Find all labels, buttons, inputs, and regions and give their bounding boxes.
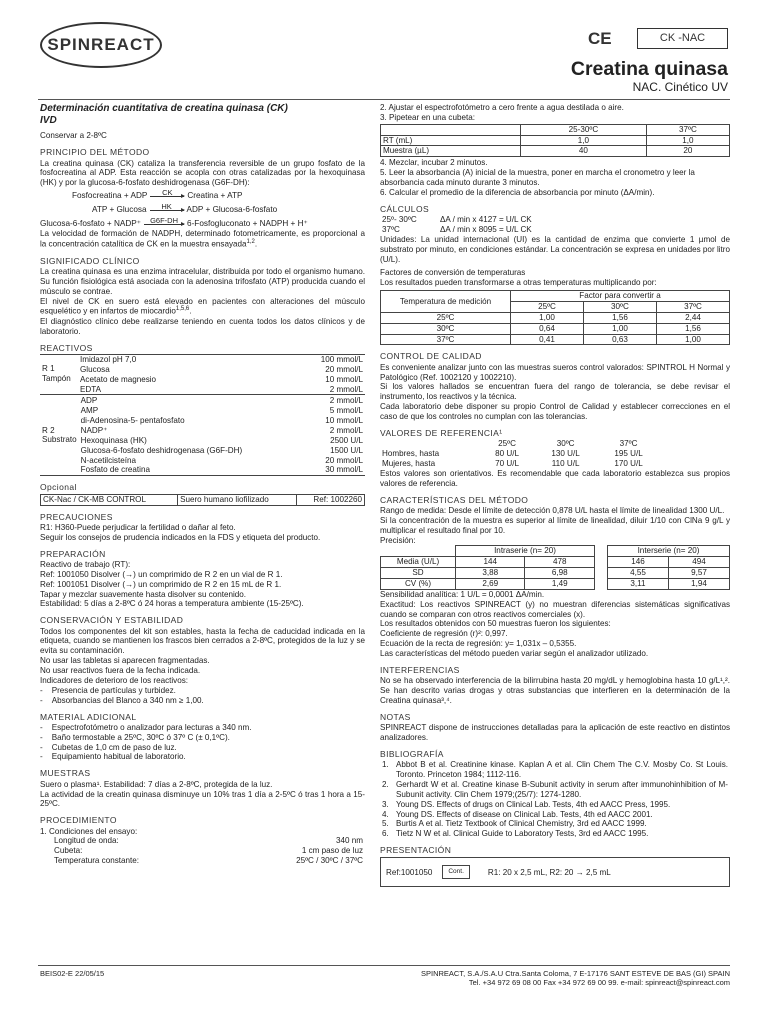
paragraph: Sensibilidad analítica: 1 U/L = 0,0001 ΔA/min. — [380, 589, 545, 599]
paragraph: 4. Mezclar, incubar 2 minutos. — [380, 158, 488, 168]
page-title: Creatina quinasa — [570, 58, 728, 80]
paragraph: No se ha observado interferencia de la bilirrubina hasta 20 mg/dL y hemoglobina hasta 10 g/L¹,². Se han descrito varias drogas y otras substancias que interfieren en la determinación de la Creatina quinasa³,⁴. — [380, 676, 730, 705]
paragraph: Seguir los consejos de prudencia indicados en la FDS y etiqueta del producto. — [40, 532, 321, 542]
list-item: - Equipamiento habitual de laboratorio. — [40, 752, 186, 762]
paragraph: 2. Ajustar el espectrofotómetro a cero frente a agua destilada o aire. — [380, 103, 624, 112]
right-column — [380, 103, 730, 887]
paragraph: Ref: 1001051 Disolver (→) un comprimido de R 2 en 15 mL de R 1. — [40, 579, 282, 589]
equation-2: ATP + Glucosa HK ADP + Glucosa-6-fosfato — [92, 201, 278, 215]
ivd-label: IVD — [40, 115, 57, 127]
paragraph: No usar las tabletas si aparecen fragmentadas. — [40, 656, 210, 666]
conversion-factors-table: Temperatura de medición Factor para convertir a 25ºC 30ºC 37ºC 25ºC 1,00 1,56 2,44 30ºC 0,64 1,00 1,56 37ºC 0,41 0,63 1,00 — [380, 290, 730, 345]
spinreact-logo: SPINREACT — [40, 22, 162, 68]
list-item: 4. Young DS. Effects of disease on Clinical Lab. Tests, 4th ed AACC 2001. — [382, 809, 653, 819]
precision-intra: Intraserie (n= 20) Media (U/L) 144 478 SD 3,88 6,98 CV (%) 2,69 1,49 — [380, 545, 595, 589]
paragraph: 6. Calcular el promedio de la diferencia de absorbancia por minuto (ΔA/min). — [380, 187, 655, 197]
paragraph: Estabilidad: 5 días a 2-8ºC ó 24 horas a temperatura ambiente (15-25ºC). — [40, 599, 304, 609]
paragraph: Las características del método pueden variar según el analizador utilizado. — [380, 648, 649, 658]
reagents-table — [40, 354, 365, 476]
precision-inter: Interserie (n= 20) 146 494 4,55 9,57 3,11 1,94 — [607, 545, 730, 589]
section-title: PREPARACIÓN — [40, 548, 106, 559]
list-item: - Espectrofotómetro o analizador para lecturas a 340 nm. — [40, 722, 252, 732]
section-title: CONTROL DE CALIDAD — [380, 351, 482, 362]
paragraph: Los resultados pueden transformarse a otras temperaturas multiplicando por: — [380, 278, 657, 288]
section-title: SIGNIFICADO CLÍNICO — [40, 255, 140, 266]
paragraph: Suero o plasma¹. Estabilidad: 7 días a 2-8ºC, protegida de la luz. — [40, 779, 273, 789]
section-title: BIBLIOGRAFÍA — [380, 748, 444, 759]
section-title: PRINCIPIO DEL MÉTODO — [40, 147, 150, 158]
equation-3: Glucosa-6-fosfato + NADP⁺ G6F-DH 6-Fosfogluconato + NADPH + H⁺ — [40, 215, 308, 229]
paragraph: La velocidad de formación de NADPH, determinado fotometricamente, es proporcional a la concentración catalítica de CK en la muestra ensayada$^{1,2}$. — [40, 229, 365, 249]
paragraph: 5. Leer la absorbancia (A) inicial de la muestra, poner en marcha el cronometro y leer la absorbancia cada minuto durante 3 minutos. — [380, 168, 695, 188]
paragraph: Ref: 1001050 Disolver (→) un comprimido de R 2 en un vial de R 1. — [40, 569, 283, 579]
footer-address: SPINREACT, S.A./S.A.U Ctra.Santa Coloma, 7 E-17176 SANT ESTEVE DE BAS (GI) SPAIN Tel. +34 972 69 08 00 Fax +34 972 69 00 99. e-mail: spinreact@spinreact.com — [421, 969, 730, 988]
list-item: - Presencia de partículas y turbidez. — [40, 685, 176, 695]
paragraph: Estos valores son orientativos. Es recomendable que cada laboratorio establezca sus propios valores de referencia. — [380, 468, 730, 488]
page-subtitle: NAC. Cinético UV — [632, 80, 728, 94]
list-item: 6. Tietz N W et al. Clinical Guide to Laboratory Tests, 3rd ed AACC 1995. — [382, 829, 649, 839]
paragraph: Rango de medida: Desde el límite de detección 0,878 U/L hasta el límite de linealidad 1300 U/L. — [380, 505, 725, 515]
section-title: PRESENTACIÓN — [380, 845, 452, 856]
paragraph: Precisión: — [380, 535, 416, 545]
list-item: 1. Abbot B et al. Creatinine kinase. Kaplan A et al. Clin Chem The C.V. Mosby Co. St Louis. Toronto. Princeton 1984; 1112-116. — [382, 760, 728, 780]
section-title: Opcional — [40, 482, 77, 493]
footer-rule — [38, 965, 730, 966]
footer-code: BEIS02-E 22/05/15 — [40, 969, 105, 978]
bibliography — [380, 760, 730, 839]
paragraph: Si la concentración de la muestra es superior al límite de linealidad, diluir 1/10 con ClNa 9 g/L y multiplicar el resultado final por 10. — [380, 515, 730, 535]
optional-control-table: CK-Nac / CK-MB CONTROL Suero humano liofilizado Ref: 1002260 — [40, 494, 365, 506]
list-item: 5. Burtis A et al. Tietz Textbook of Clinical Chemistry, 3rd ed AACC 1999. — [382, 819, 647, 829]
paragraph: R1: H360-Puede perjudicar la fertilidad o dañar al feto. — [40, 522, 236, 532]
paragraph: Cada laboratorio debe disponer su propio Control de Calidad y establecer correcciones en el caso de que los controles no cumplan con las tolerancias. — [380, 402, 730, 422]
product-code: CK -NAC — [637, 28, 728, 49]
section-title: CÁLCULOS — [380, 203, 430, 214]
doc-heading: Determinación cuantitativa de creatina quinasa (CK) — [40, 103, 288, 114]
paragraph: Reactivo de trabajo (RT): — [40, 559, 131, 569]
left-column — [40, 103, 365, 866]
paragraph: 3. Pipetear en una cubeta: — [380, 112, 475, 122]
paragraph: La creatina quinasa (CK) cataliza la transferencia reversible de un grupo fosfato de la fosfocreatina al ADP. Esta reacción se acopla con otras catalizadas por la hexoquinasa (HK) y por la glucosa-6-fosfato deshidrogenasa (G6F-DH): — [40, 158, 365, 188]
list-item: - Absorbancias del Blanco a 340 nm ≥ 1,00. — [40, 695, 204, 705]
ce-mark: CE — [588, 29, 612, 48]
paragraph: Si los valores hallados se encuentran fuera del rango de tolerancia, se debe revisar el instrumento, los reactivos y la técnica. — [380, 382, 730, 402]
paragraph: El nivel de CK en suero está elevado en pacientes con alteraciones del músculo esquelético y en infartos de miocardio$^{1,5,6}$. — [40, 296, 365, 317]
section-title: CARACTERÍSTICAS DEL MÉTODO — [380, 494, 529, 505]
paragraph: Los resultados obtenidos con 50 muestras fueron los siguientes: — [380, 619, 611, 629]
paragraph: La creatina quinasa es una enzima intracelular, distribuida por todo el organismo humano. Su función fisiológica está asociada con la adenosina trifosfato (ATP) producida cuando el músculo se contrae. — [40, 266, 365, 296]
header-rule — [38, 99, 730, 100]
reagent-r2: R 2 Substrato ADP 2 mmol/L AMP 5 mmol/L di-Adenosina-5- pentafosfato 10 mmol/L NADP⁺ 2 mmol/L Hexoquinasa (HK) 2500 U/L Glucosa-6-fosfato deshidrogenasa (G6F-DH) 1500 U/L N-acetilcisteína 20 mmol/L Fosfato de creatina 30 mmol/L — [42, 396, 363, 475]
section-title: VALORES DE REFERENCIA¹ — [380, 427, 503, 438]
section-title: INTERFERENCIAS — [380, 664, 460, 675]
paragraph: La actividad de la creatin quinasa disminuye un 10% tras 1 día a 2-5ºC ó tras 1 hora a 15-25ºC. — [40, 789, 365, 809]
paragraph: Coeficiente de regresión (r)²: 0,997. — [380, 629, 508, 639]
section-title: PRECAUCIONES — [40, 511, 113, 522]
paragraph: Tapar y mezclar suavemente hasta disolver su contenido. — [40, 589, 247, 599]
reagent-r1: R 1 Tampón Imidazol pH 7,0 100 mmol/L Glucosa 20 mmol/L Acetato de magnesio 10 mmol/L EDTA 2 mmol/L — [42, 355, 363, 394]
presentation-box: Ref:1001050 Cont. R1: 20 x 2,5 mL, R2: 20 → 2,5 mL — [380, 857, 730, 887]
section-title: REACTIVOS — [40, 342, 93, 353]
paragraph: Factores de conversión de temperaturas — [380, 268, 526, 278]
paragraph: No usar reactivos fuera de la fecha indicada. — [40, 666, 201, 676]
section-title: PROCEDIMIENTO — [40, 815, 117, 826]
section-title: NOTAS — [380, 711, 411, 722]
list-item: 2. Gerhardt W et al. Creatine kinase B-Subunit activity in serum after immunohinhibition of M-Subunit activity. Clin Chem 1979;(25/7): 1274-1280. — [382, 779, 728, 799]
section-title: MUESTRAS — [40, 768, 91, 779]
paragraph: Unidades: La unidad internacional (UI) es la cantidad de enzima que convierte 1 µmol de substrato por minuto, en condiciones estándar. La concentración se expresa en unidades por litro (U/L). — [380, 234, 730, 264]
paragraph: Indicadores de deterioro de los reactivos: — [40, 675, 189, 685]
section-title: MATERIAL ADICIONAL — [40, 711, 137, 722]
assay-conditions: Longitud de onda: 340 nm Cubeta: 1 cm paso de luz Temperatura constante: 25ºC / 30ºC / 37ºC — [54, 836, 363, 866]
list-item: - Cubetas de 1,0 cm de paso de luz. — [40, 742, 177, 752]
list-item: - Baño termostable a 25ºC, 30ºC ó 37º C (± 0,1ºC). — [40, 732, 230, 742]
section-title: CONSERVACIÓN Y ESTABILIDAD — [40, 615, 184, 626]
paragraph: 1. Condiciones del ensayo: — [40, 826, 138, 836]
pipetting-table: 25-30ºC 37ºC RT (mL) 1,0 1,0 Muestra (µL) 40 20 — [380, 124, 730, 158]
calc-formulas: 25º- 30ºC ΔA / min x 4127 = U/L CK 37ºC ΔA / min x 8095 = U/L CK — [382, 215, 532, 234]
reference-values-table: 25ºC 30ºC 37ºC Hombres, hasta 80 U/L 130 U/L 195 U/L Mujeres, hasta 70 U/L 110 U/L 170 U/L — [382, 439, 643, 468]
precision-tables — [380, 545, 730, 589]
storage-note: Conservar a 2-8ºC — [40, 131, 107, 141]
paragraph: El diagnóstico clínico debe realizarse teniendo en cuenta todos los datos clínicos y de laboratorio. — [40, 316, 365, 336]
list-item: 3. Young DS. Effects of drugs on Clinical Lab. Tests, 4th ed AACC Press, 1995. — [382, 799, 671, 809]
equation-1: Fosfocreatina + ADP CK Creatina + ATP — [72, 187, 243, 201]
paragraph: SPINREACT dispone de instrucciones detalladas para la aplicación de este reactivo en distintos analizadores. — [380, 723, 730, 742]
paragraph: Es conveniente analizar junto con las muestras sueros control valorados: SPINTROL H Normal y Patológico (Ref. 1002120 y 1002210). — [380, 362, 730, 382]
paragraph: Exactitud: Los reactivos SPINREACT (y) no muestran diferencias sistemáticas significativas cuando se comparan con otros reactivos comerciales (x). — [380, 599, 730, 619]
paragraph: Ecuación de la recta de regresión: y= 1,031x – 0,5355. — [380, 639, 577, 649]
paragraph: Todos los componentes del kit son estables, hasta la fecha de caducidad indicada en la etiqueta, cuando se mantienen los frascos bien cerrados a 2-8ºC, protegidos de la luz y se evita su contaminación. — [40, 626, 365, 656]
